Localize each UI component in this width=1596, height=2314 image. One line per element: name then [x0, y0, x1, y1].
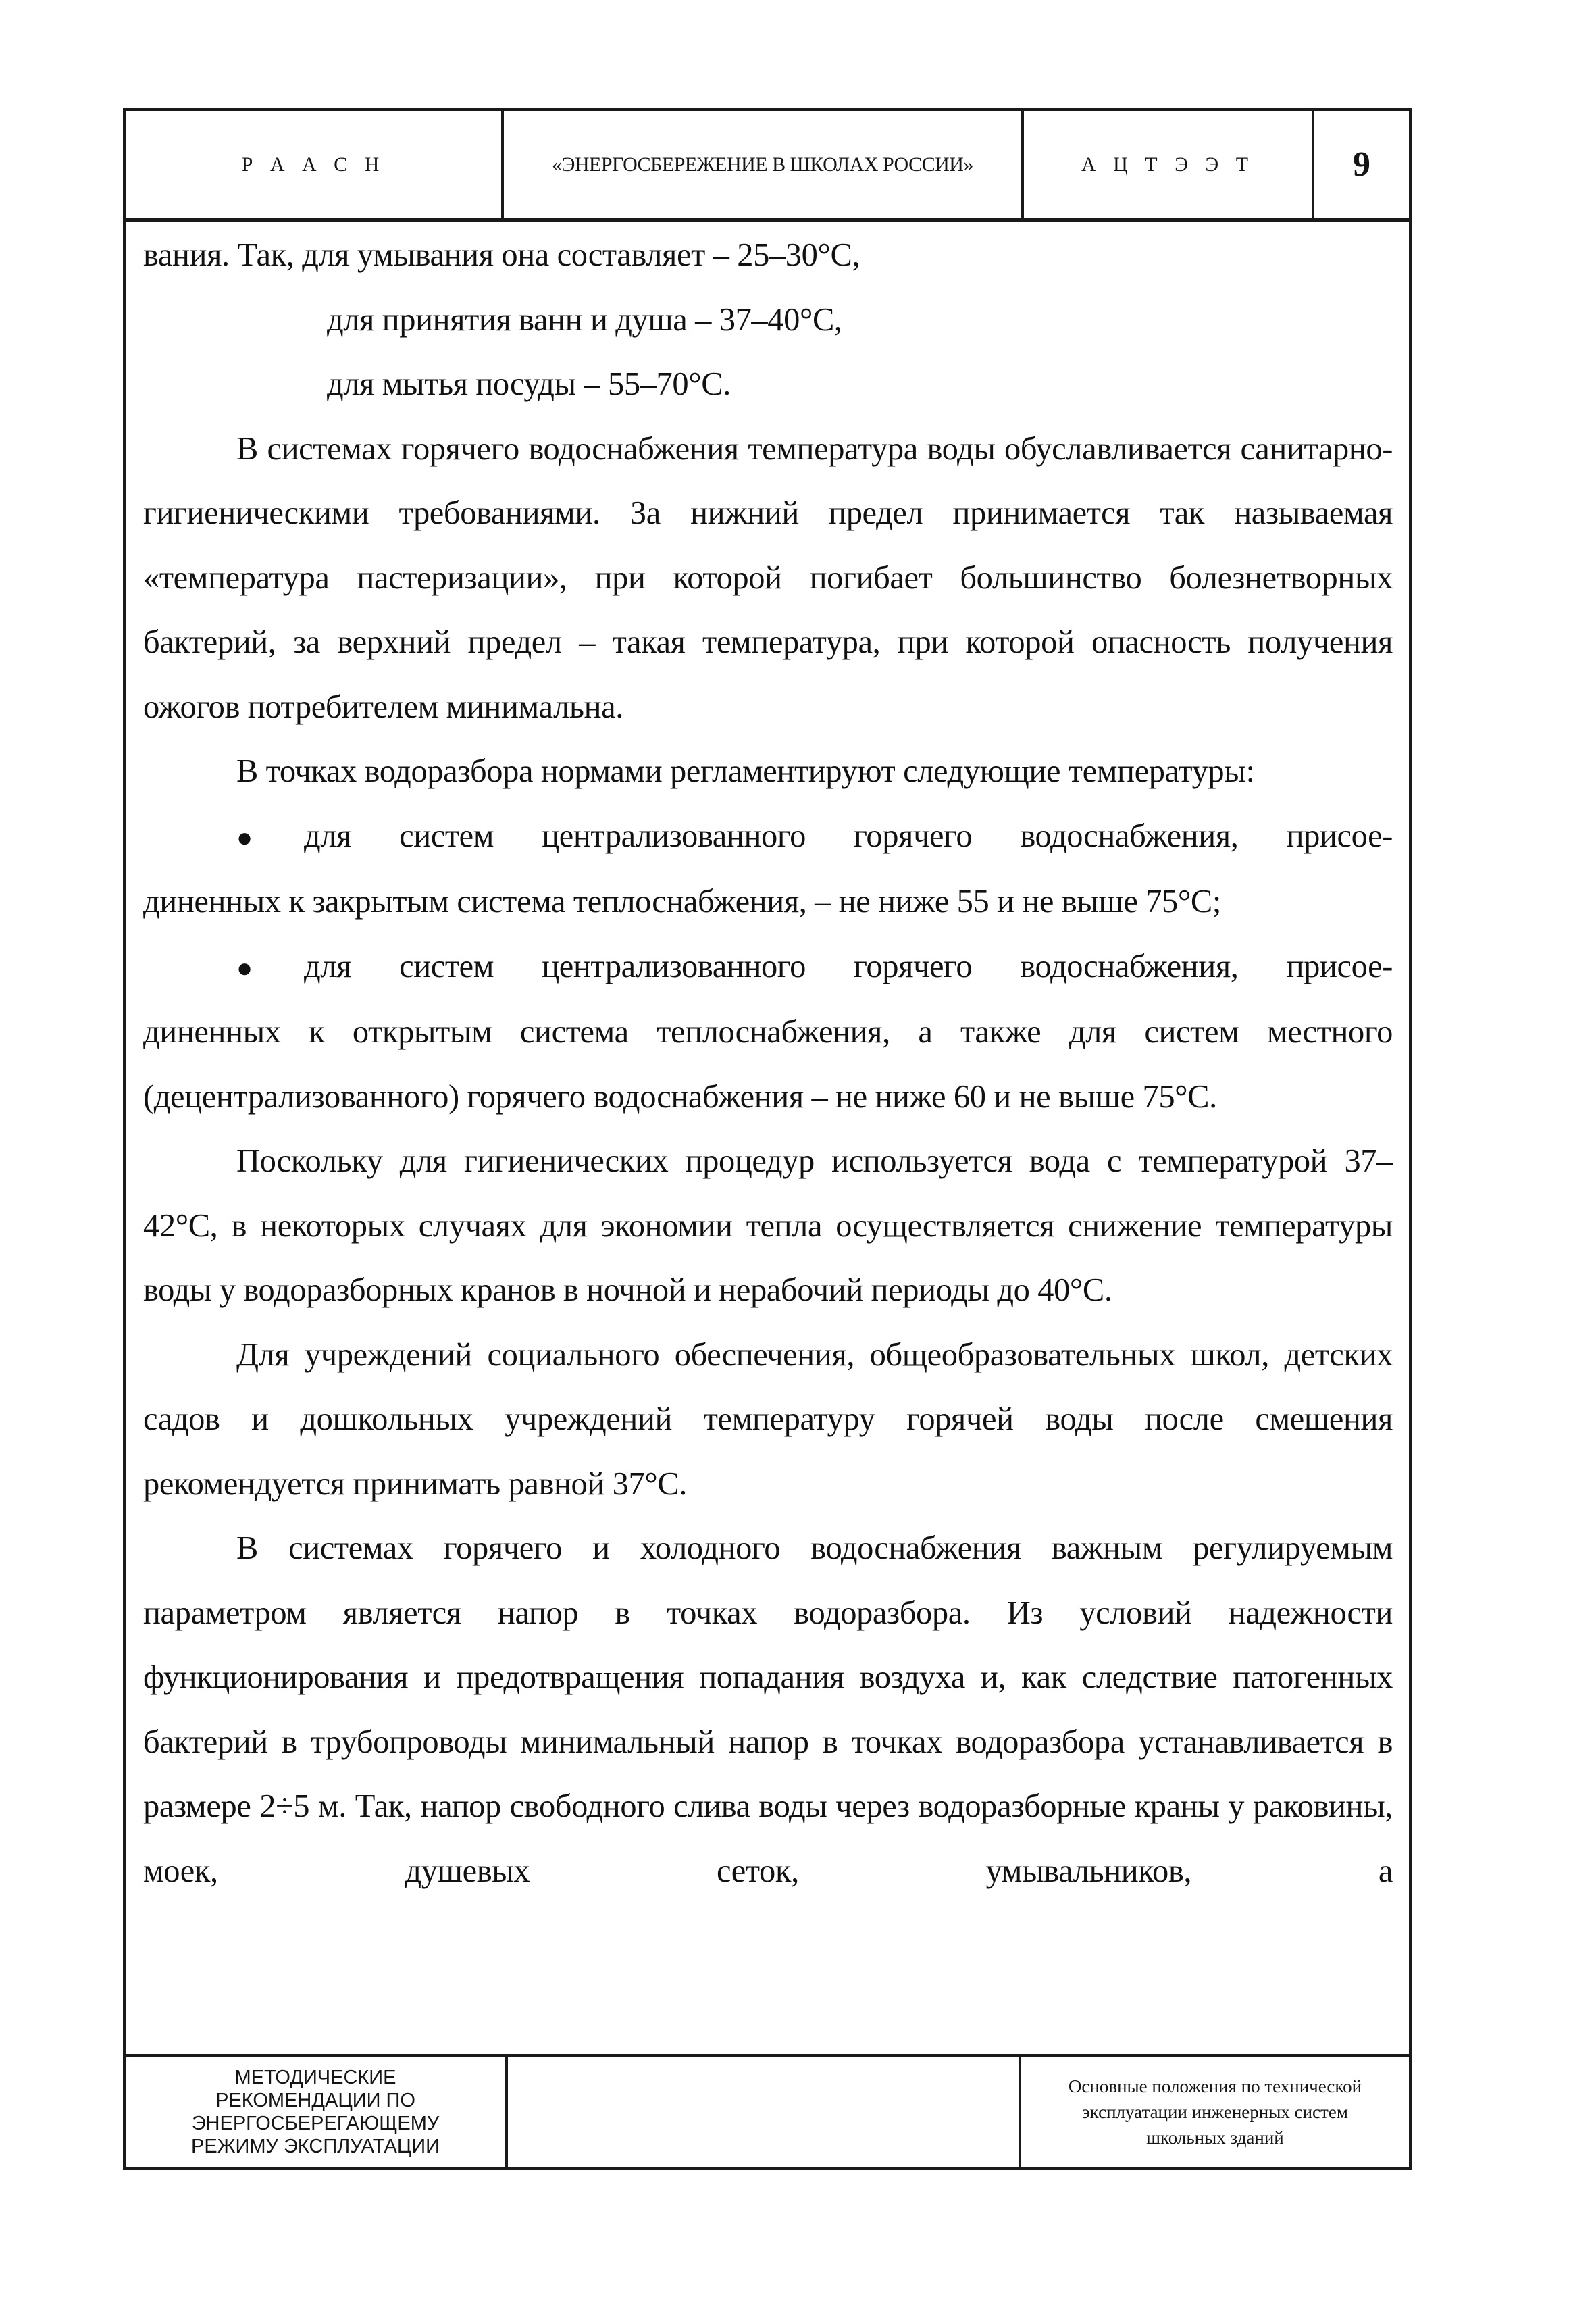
footer-empty-cell [508, 2057, 1021, 2167]
footer-right-line: Основные положения по технической [1068, 2076, 1362, 2096]
page-header [123, 108, 1412, 222]
bullet-1-continuation: диненных к закрытым система теплоснабжения, – не ниже 55 и не выше 75°С; [143, 884, 1221, 920]
footer-right-line: школьных зданий [1146, 2128, 1284, 2148]
bullet-1-first-line: для систем централизованного горячего водоснабжения, присое- [304, 818, 1393, 854]
paragraph-1-line-3: для мытья посуды – 55–70°С. [327, 366, 731, 402]
bullet-icon: ● [236, 952, 253, 983]
header-organization: Р А А С Н [126, 111, 504, 218]
header-organization-2: А Ц Т Э Э Т [1024, 111, 1314, 218]
page-footer [123, 2054, 1412, 2170]
footer-left-line: РЕЖИМУ ЭКСПЛУАТАЦИИ [191, 2136, 440, 2157]
document-body [143, 223, 1393, 1903]
header-program-title: «ЭНЕРГОСБЕРЕЖЕНИЕ В ШКОЛАХ РОССИИ» [504, 111, 1024, 218]
paragraph-3: В точках водоразбора нормами регламентируют следующие температуры: [236, 753, 1255, 789]
footer-left-line: МЕТОДИЧЕСКИЕ [234, 2067, 396, 2088]
bullet-icon: ● [236, 822, 253, 853]
paragraph-1-line-1: вания. Так, для умывания она составляет – 25–30°С, [143, 237, 860, 273]
paragraph-4: Поскольку для гигиенических процедур используется вода с температурой 37–42°С, в некоторых случаях для экономии тепла осуществляется снижение температуры воды у водоразборных кранов в ночной и нерабочий периоды до 40°С. [143, 1143, 1393, 1308]
paragraph-1-line-2: для принятия ванн и душа – 37–40°С, [327, 301, 842, 338]
paragraph-5: Для учреждений социального обеспечения, общеобразовательных школ, детских садов и дошкольных учреждений температуру горячей воды после смешения рекомендуется принимать равной 37°С. [143, 1336, 1393, 1502]
bullet-item-2 [143, 934, 1393, 1130]
paragraph-2: В системах горячего водоснабжения температура воды обуславливается санитарно-гигиеническими требованиями. За нижний предел принимается так называемая «температура пастеризации», при которой погибает большинство болезнетворных бактерий, за верхний предел – такая температура, при которой опасность получения ожогов потребителем минимальна. [143, 430, 1393, 725]
bullet-2-first-line: для систем централизованного горячего водоснабжения, присое- [304, 948, 1393, 984]
footer-left-line: РЕКОМЕНДАЦИИ ПО [215, 2090, 415, 2111]
footer-right-line: эксплуатации инженерных систем [1082, 2102, 1348, 2122]
bullet-2-continuation: диненных к открытым система теплоснабжения, а также для систем местного (децентрализованного) горячего водоснабжения – не ниже 60 и не выше 75°С. [143, 1014, 1393, 1115]
paragraph-6: В системах горячего и холодного водоснабжения важным регулируемым параметром является напор в точках водоразбора. Из условий надежности функционирования и предотвращения попадания воздуха и, как следствие патогенных бактерий в трубопроводы минимальный напор в точках водоразбора устанавливается в размере 2÷5 м. Так, напор свободного слива воды через водоразборные краны у раковины, моек, душевых сеток, умывальников, а [143, 1530, 1393, 1889]
footer-section-title [1021, 2057, 1409, 2167]
footer-document-type [126, 2057, 508, 2167]
footer-left-line: ЭНЕРГОСБЕРЕГАЮЩЕМУ [191, 2113, 440, 2134]
page-number: 9 [1353, 145, 1370, 184]
bullet-item-1 [143, 804, 1393, 934]
